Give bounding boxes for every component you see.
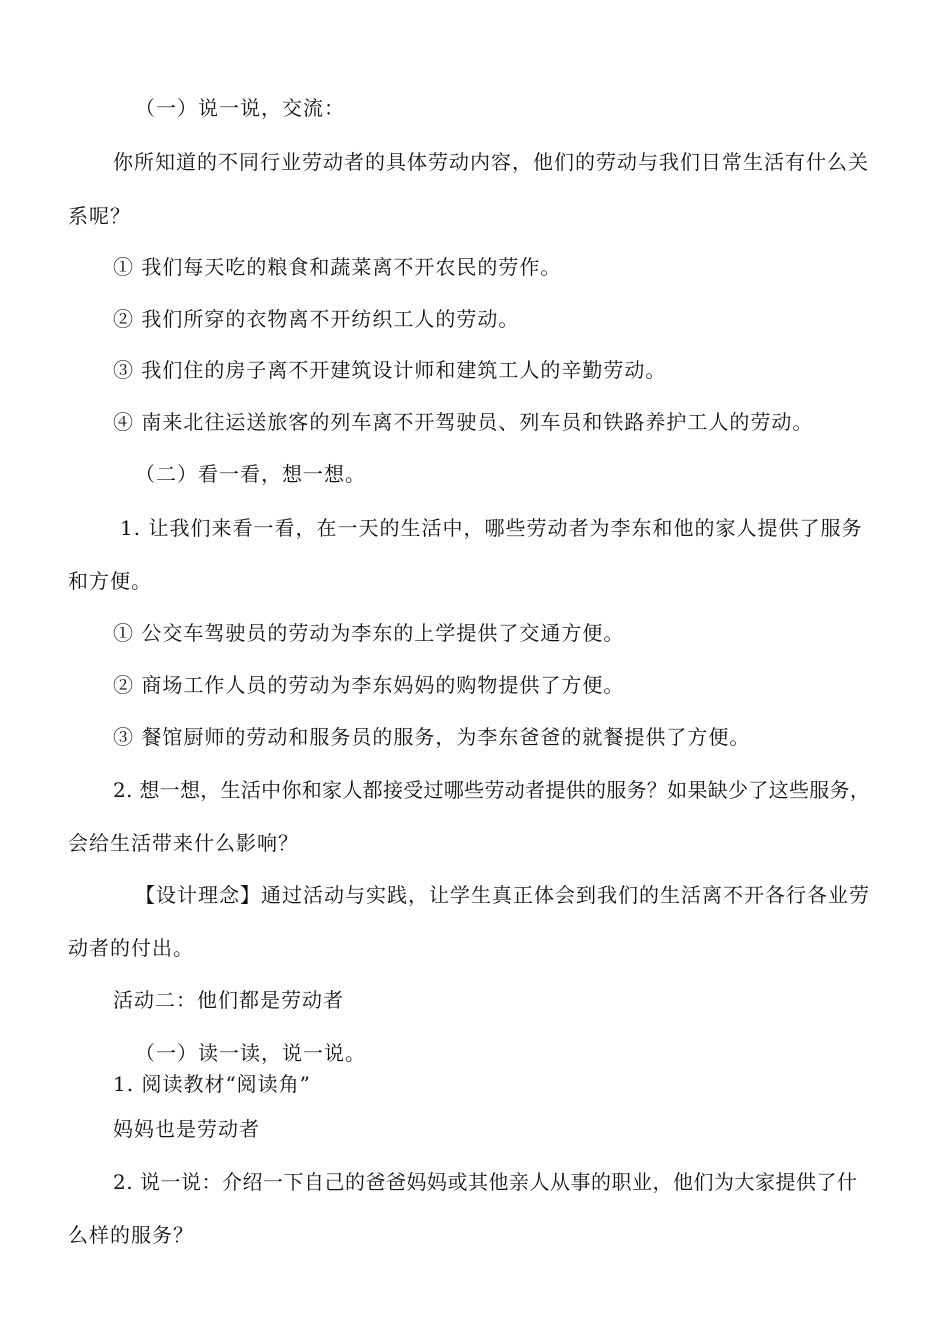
paragraph-line: 1. 阅读教材“阅读角” xyxy=(113,1072,311,1096)
list-item: ④ 南来北往运送旅客的列车离不开驾驶员、列车员和铁路养护工人的劳动。 xyxy=(113,410,814,434)
list-item: ① 我们每天吃的粮食和蔬菜离不开农民的劳作。 xyxy=(113,255,562,279)
list-item: ③ 餐馆厨师的劳动和服务员的服务，为李东爸爸的就餐提供了方便。 xyxy=(113,725,751,749)
list-item: ① 公交车驾驶员的劳动为李东的上学提供了交通方便。 xyxy=(113,621,625,645)
paragraph-line: 系呢？ xyxy=(68,204,131,228)
section-heading-discuss: （一）说一说，交流： xyxy=(135,96,345,120)
paragraph-line: 会给生活带来什么影响？ xyxy=(68,831,299,855)
paragraph-line: 2. 说一说：介绍一下自己的爸爸妈妈或其他亲人从事的职业，他们为大家提供了什 xyxy=(113,1170,858,1194)
paragraph-line: 么样的服务？ xyxy=(68,1223,194,1247)
paragraph-line: 1. 让我们来看一看，在一天的生活中，哪些劳动者为李东和他的家人提供了服务 xyxy=(120,516,863,540)
reading-title: 妈妈也是劳动者 xyxy=(113,1117,260,1141)
activity-heading: 活动二：他们都是劳动者 xyxy=(113,988,344,1012)
paragraph-line: 和方便。 xyxy=(68,569,152,593)
design-concept-line: 动者的付出。 xyxy=(68,936,194,960)
paragraph-line: 你所知道的不同行业劳动者的具体劳动内容，他们的劳动与我们日常生活有什么关 xyxy=(113,150,869,174)
paragraph-line: 2. 想一想，生活中你和家人都接受过哪些劳动者提供的服务？如果缺少了这些服务， xyxy=(113,778,871,802)
list-item: ② 我们所穿的衣物离不开纺织工人的劳动。 xyxy=(113,307,520,331)
list-item: ③ 我们住的房子离不开建筑设计师和建筑工人的辛勤劳动。 xyxy=(113,358,667,382)
list-item: ② 商场工作人员的劳动为李东妈妈的购物提供了方便。 xyxy=(113,673,625,697)
section-heading-look: （二）看一看，想一想。 xyxy=(135,462,366,486)
design-concept-line: 【设计理念】通过活动与实践，让学生真正体会到我们的生活离不开各行各业劳 xyxy=(135,883,870,907)
section-heading-read: （一）读一读，说一说。 xyxy=(135,1041,366,1065)
